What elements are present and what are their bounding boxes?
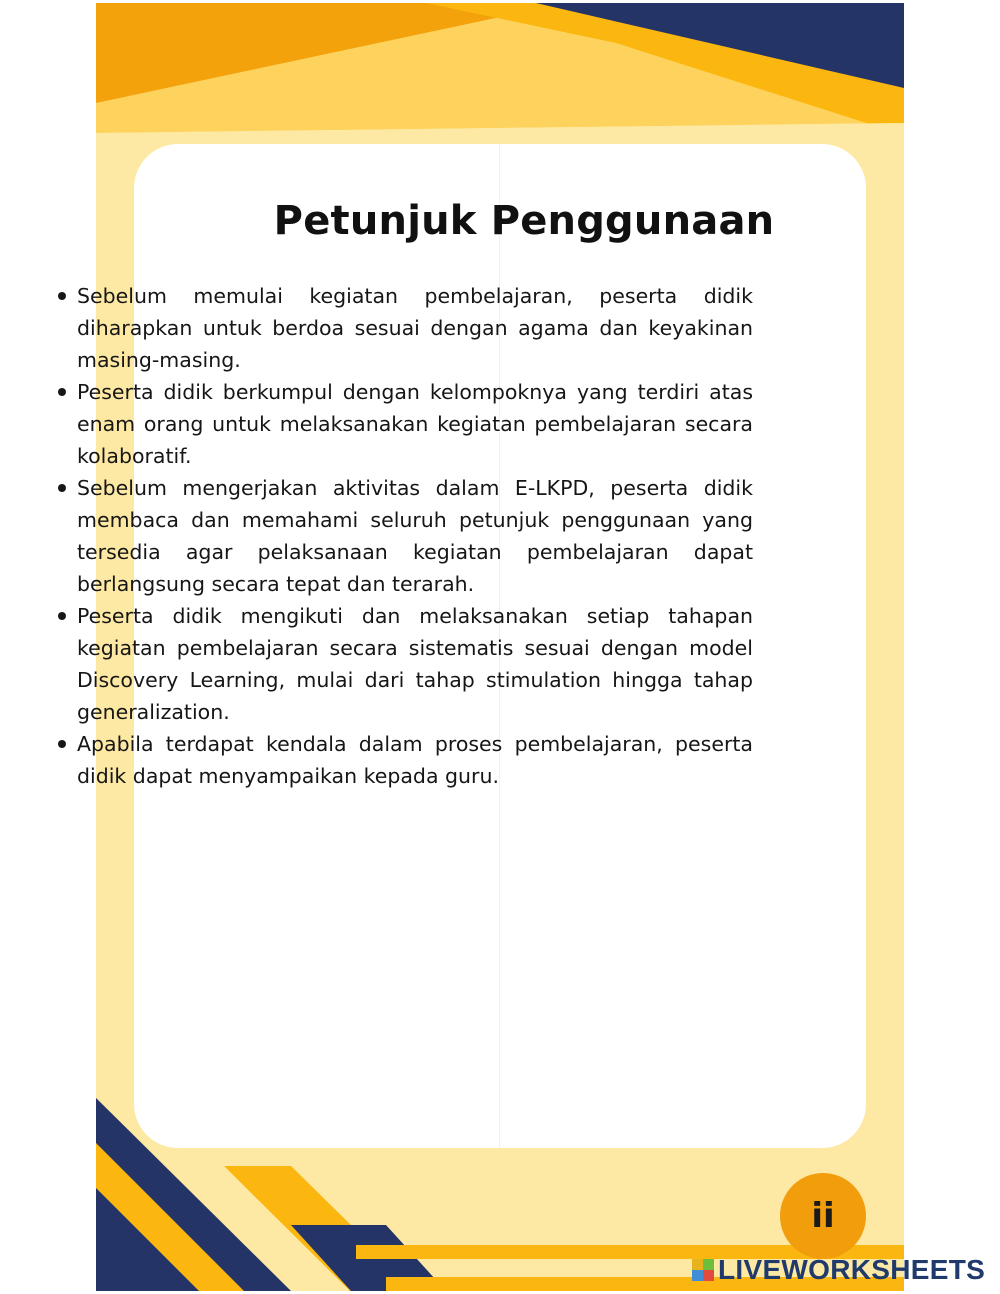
liveworksheets-watermark	[692, 1254, 985, 1286]
instruction-item: Peserta didik mengikuti dan melaksanakan setiap tahapan kegiatan pembelajaran secara sistematis sesuai dengan model Discovery Learning, mulai dari tahap stimulation hingga tahap generalization.	[77, 600, 753, 728]
instruction-item: Sebelum memulai kegiatan pembelajaran, peserta didik diharapkan untuk berdoa sesuai dengan agama dan keyakinan masing-masing.	[77, 280, 753, 376]
liveworksheets-logo-icon	[692, 1259, 714, 1281]
page-title: Petunjuk Penggunaan	[273, 198, 775, 244]
instruction-item: Peserta didik berkumpul dengan kelompoknya yang terdiri atas enam orang untuk melaksanakan kegiatan pembelajaran secara kolaboratif.	[77, 376, 753, 472]
instruction-item: Apabila terdapat kendala dalam proses pembelajaran, peserta didik dapat menyampaikan kepada guru.	[77, 728, 753, 792]
instruction-item: Sebelum mengerjakan aktivitas dalam E-LKPD, peserta didik membaca dan memahami seluruh petunjuk penggunaan yang tersedia agar pelaksanaan kegiatan pembelajaran dapat berlangsung secara tepat dan terarah.	[77, 472, 753, 600]
watermark-text: LIVEWORKSHEETS	[718, 1254, 986, 1285]
page-number-badge	[780, 1173, 866, 1259]
instruction-list	[77, 280, 753, 792]
page-number: ii	[811, 1196, 835, 1236]
